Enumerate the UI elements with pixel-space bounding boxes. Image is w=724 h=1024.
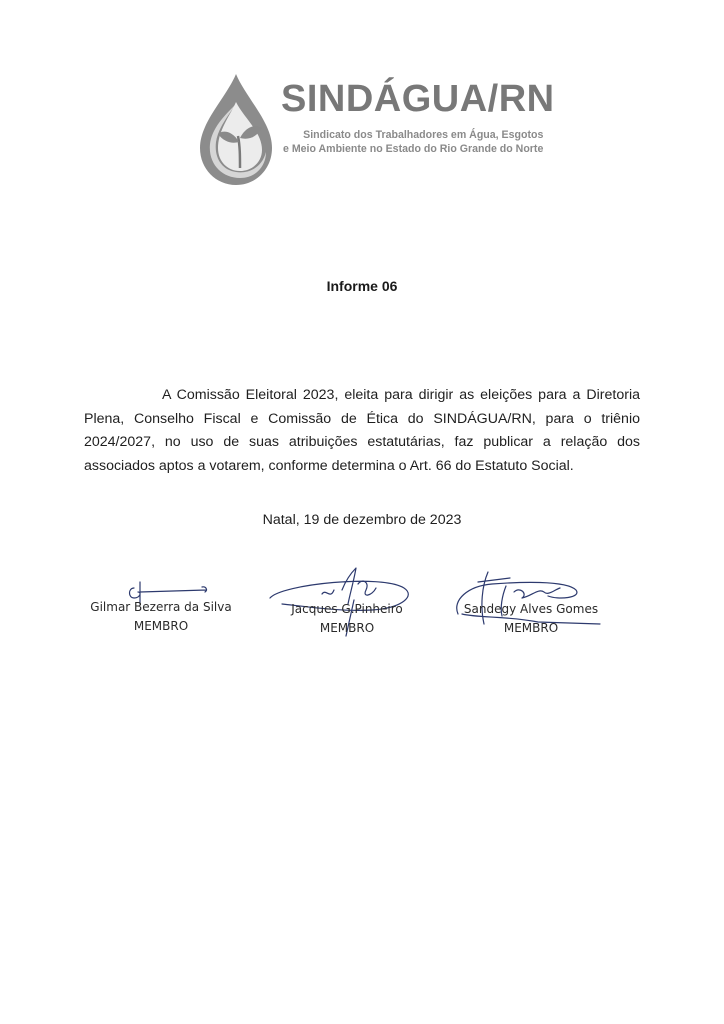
letterhead-subtitle [283,128,543,156]
letterhead-subtitle-line-2: e Meio Ambiente no Estado do Rio Grande do Norte [283,143,544,155]
document-title: Informe 06 [326,278,398,294]
signatory-name: Jacques G.Pinheiro [291,602,403,616]
signatory-role: MEMBRO [133,619,189,633]
signatory-role: MEMBRO [503,621,559,635]
water-drop-logo-icon [196,72,276,188]
signature-block-3 [454,600,608,638]
signatory-name: Sandegy Alves Gomes [463,602,599,616]
letterhead-subtitle-line-1: Sindicato dos Trabalhadores em Água, Esgotos [303,129,544,141]
signatory-name: Gilmar Bezerra da Silva [90,600,232,614]
document-body: A Comissão Eleitoral 2023, eleita para dirigir as eleições para a Diretoria Plena, Conselho Fiscal e Comissão de Ética do SINDÁGUA/RN, para o triênio 2024/2027, no uso de suas atribuições estatutárias, faz publicar a relação dos associados aptos a votarem, conforme determina o Art. 66 do Estatuto Social. [84,387,640,474]
letterhead-title: SINDÁGUA/RN [281,78,555,120]
signature-block-2 [272,600,422,638]
date-line: Natal, 19 de dezembro de 2023 [262,512,462,528]
signature-block-1 [84,598,238,636]
signatory-role: MEMBRO [319,621,375,635]
